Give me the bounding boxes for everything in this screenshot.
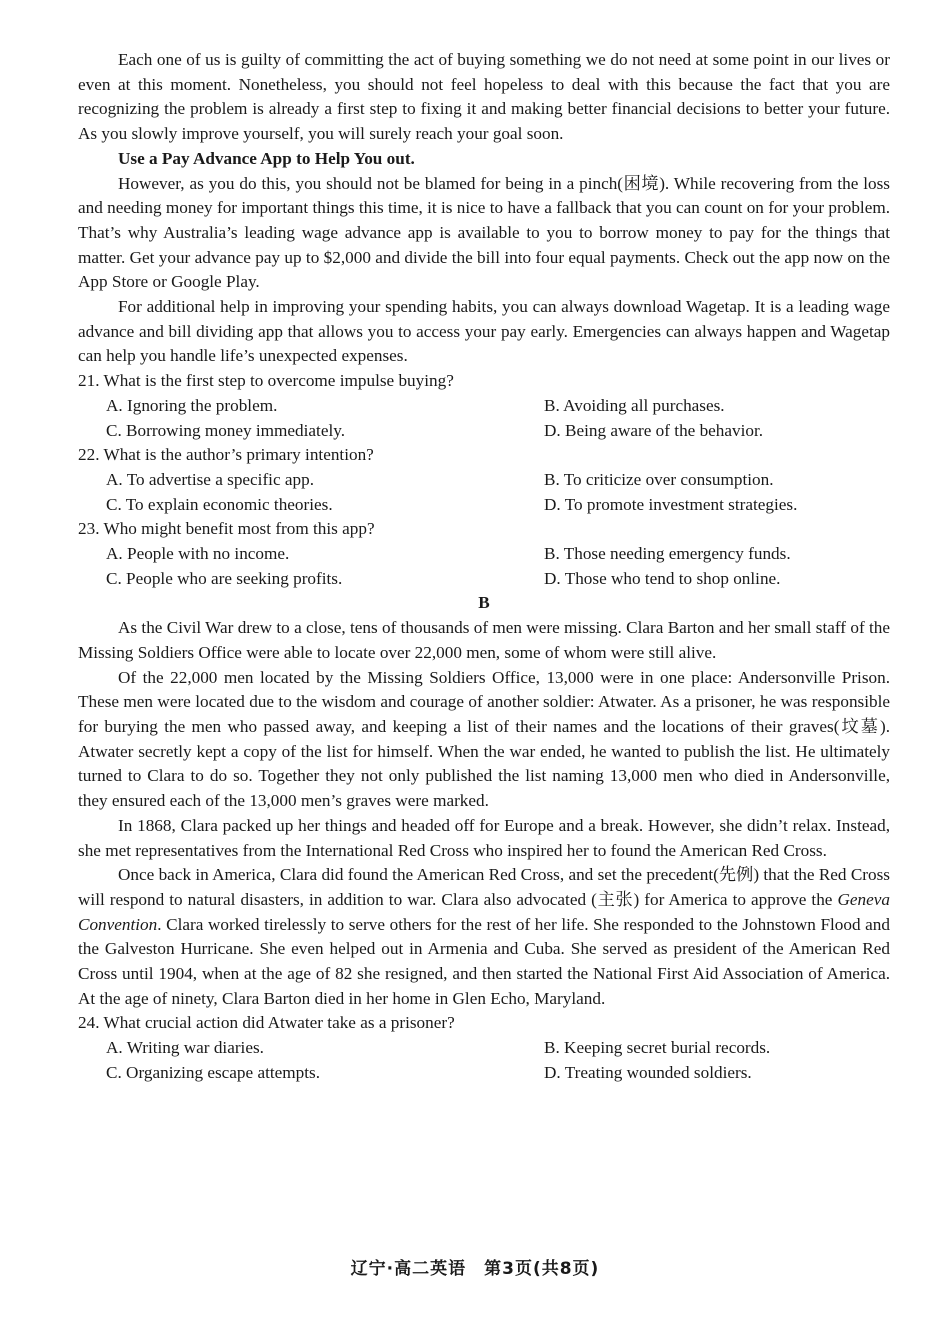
passage-a-subheading: Use a Pay Advance App to Help You out. <box>118 148 415 168</box>
option-b: B. Those needing emergency funds. <box>544 544 791 564</box>
question-22 <box>78 443 890 517</box>
answer-options <box>78 542 890 591</box>
passage-b-paragraph-3: In 1868, Clara packed up her things and headed off for Europe and a break. However, she didn’t relax. Instead, she met representatives from the International Red Cross who inspired her to found the American Red Cross. <box>78 815 890 860</box>
paragraph-text: . Clara worked tirelessly to serve others for the rest of her life. She responded to the Johnstown Flood and the Galveston Hurricane. She even helped out in Armenia and Cuba. She served as president of the American Red Cross until 1904, when at the age of 82 she resigned, and then started the National First Aid Association of America. At the age of ninety, Clara Barton died in her home in Glen Echo, Maryland. <box>78 914 890 1008</box>
answer-options <box>78 394 890 443</box>
question-stem: 23. Who might benefit most from this app? <box>78 519 375 539</box>
question-21 <box>78 369 890 443</box>
option-b: B. To criticize over consumption. <box>544 469 774 489</box>
passage-b-paragraph-1: As the Civil War drew to a close, tens of thousands of men were missing. Clara Barton and her small staff of the Missing Soldiers Office were able to locate over 22,000 men, some of whom were still alive. <box>78 618 890 662</box>
passage-b-paragraph-4 <box>78 863 890 1011</box>
passage-a-paragraph-3: For additional help in improving your spending habits, you can always download Wagetap. It is a leading wage advance and bill dividing app that allows you to access your pay early. Emergencies can always happen and Wagetap can help you handle life’s unexpected expenses. <box>78 297 890 366</box>
option-d: D. To promote investment strategies. <box>544 494 798 514</box>
option-b: B. Keeping secret burial records. <box>544 1038 771 1058</box>
passage-a-paragraph-2: However, as you do this, you should not be blamed for being in a pinch(困境). While recovering from the loss and needing money for important things this time, it is nice to have a fallback that you can count on for your problem. That’s why Australia’s leading wage advance app is available to you to borrow money to pay for the things that matter. Get your advance pay up to $2,000 and divide the bill into four equal payments. Check out the app now on the App Store or Google Play. <box>78 173 890 292</box>
option-d: D. Those who tend to shop online. <box>544 568 781 588</box>
exam-page <box>78 48 890 1086</box>
option-a: A. To advertise a specific app. <box>106 469 314 489</box>
question-stem: 24. What crucial action did Atwater take as a prisoner? <box>78 1013 455 1033</box>
passage-b-paragraph-2: Of the 22,000 men located by the Missing Soldiers Office, 13,000 were in one place: Andersonville Prison. These men were located due to the wisdom and courage of another soldier: Atwater. As a prisoner, he was responsible for burying the men who passed away, and keeping a list of their names and the locations of their graves(坟墓). Atwater secretly kept a copy of the list for himself. When the war ended, he wanted to publish the list. He ultimately turned to Clara to do so. Together they not only published the list naming 13,000 men who died in Andersonville, they ensured each of the 13,000 men’s graves were marked. <box>78 667 890 811</box>
question-23 <box>78 517 890 591</box>
option-c: C. Borrowing money immediately. <box>106 420 345 440</box>
page-footer: 辽宁·高二英语 第3页(共8页) <box>350 1259 600 1279</box>
option-a: A. Ignoring the problem. <box>106 395 278 415</box>
option-d: D. Being aware of the behavior. <box>544 420 764 440</box>
option-c: C. To explain economic theories. <box>106 494 333 514</box>
section-b-label: B <box>478 593 490 613</box>
option-c: C. Organizing escape attempts. <box>106 1062 320 1082</box>
question-stem: 22. What is the author’s primary intention? <box>78 445 374 465</box>
option-c: C. People who are seeking profits. <box>106 568 343 588</box>
option-b: B. Avoiding all purchases. <box>544 395 725 415</box>
option-a: A. Writing war diaries. <box>106 1038 264 1058</box>
paragraph-text: Once back in America, Clara did found the American Red Cross, and set the precedent(先例) that the Red Cross will respond to natural disasters, in addition to war. Clara also advocated (主张) for America to approve the <box>78 865 890 909</box>
geneva-convention-title: Geneva Convention <box>78 889 890 934</box>
option-a: A. People with no income. <box>106 544 290 564</box>
answer-options <box>78 468 890 517</box>
answer-options <box>78 1036 890 1085</box>
question-24 <box>78 1011 890 1085</box>
passage-a-paragraph-1: Each one of us is guilty of committing the act of buying something we do not need at some point in our lives or even at this moment. Nonetheless, you should not feel hopeless to deal with this because the fact that you are recognizing the problem is already a first step to fixing it and making better financial decisions to better your future. As you slowly improve yourself, you will surely reach your goal soon. <box>78 50 890 144</box>
option-d: D. Treating wounded soldiers. <box>544 1062 752 1082</box>
question-stem: 21. What is the first step to overcome impulse buying? <box>78 371 454 391</box>
